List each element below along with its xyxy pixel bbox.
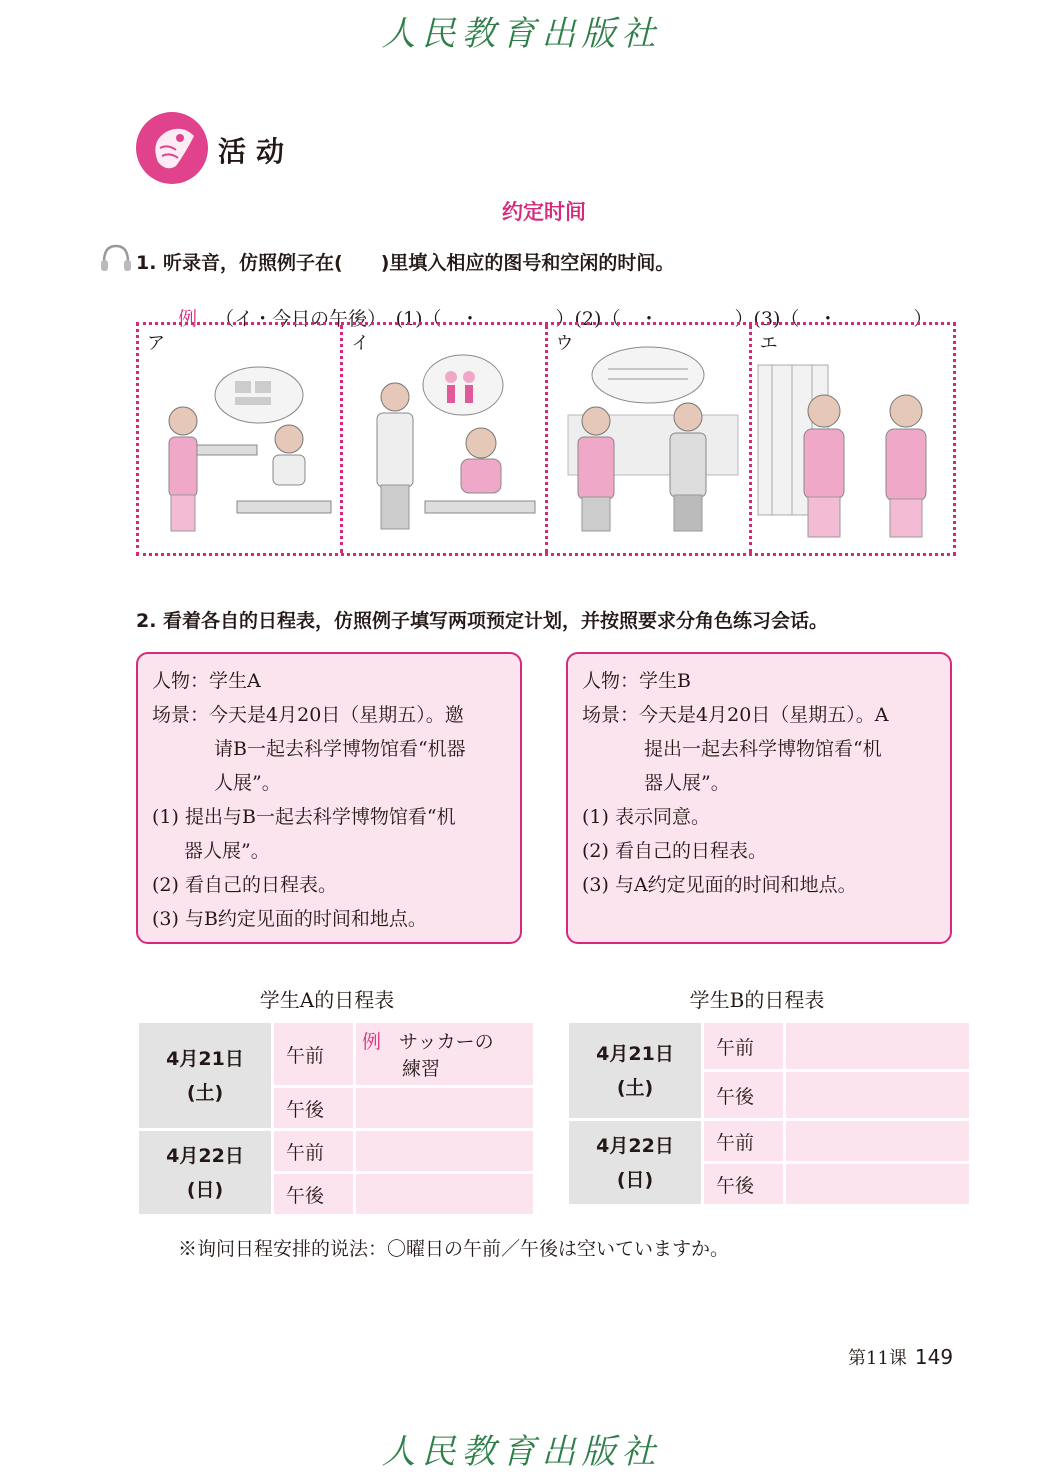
weekday-label: (土) — [186, 1081, 224, 1104]
section-title: 活动 — [218, 135, 295, 168]
headphone-icon — [98, 240, 134, 276]
weekday-label: (日) — [186, 1178, 224, 1201]
step-1: (1) 表示同意。 — [582, 806, 710, 828]
scene-line: 人展”。 — [214, 772, 281, 794]
picture-e — [752, 325, 953, 553]
page-footer — [848, 1344, 953, 1370]
date-label: 4月21日 — [596, 1042, 674, 1065]
schedule-a-table — [136, 1020, 536, 1217]
date-label: 4月22日 — [596, 1134, 674, 1157]
plan-cell[interactable] — [786, 1072, 969, 1118]
lesson-label: 第11课 — [848, 1348, 907, 1369]
scene-line: 今天是4月20日（星期五）。A — [639, 704, 889, 726]
date-cell — [569, 1121, 701, 1204]
date-label: 4月21日 — [166, 1047, 244, 1070]
role-key: 人物： — [152, 670, 210, 692]
plan-cell[interactable] — [786, 1023, 969, 1069]
picture-label: ア — [147, 333, 165, 354]
step-1: (1) 提出与B一起去科学博物馆看“机 — [152, 806, 456, 828]
role-value: 学生A — [209, 670, 261, 692]
scene-line: 请B一起去科学博物馆看“机器 — [214, 738, 466, 760]
picture-a — [139, 325, 343, 553]
picture-u — [548, 325, 752, 553]
plan-cell[interactable] — [356, 1131, 533, 1171]
scene-line: 今天是4月20日（星期五）。邀 — [209, 704, 464, 726]
scene-key: 场景： — [582, 704, 640, 726]
question-2: 2. 看着各自的日程表，仿照例子填写两项预定计划，并按照要求分角色练习会话。 — [136, 610, 829, 632]
plan-cell[interactable] — [356, 1023, 533, 1085]
role-value: 学生B — [639, 670, 691, 692]
schedule-b-title: 学生B的日程表 — [689, 988, 825, 1012]
fish-icon — [136, 112, 208, 184]
step-2: (2) 看自己的日程表。 — [582, 840, 767, 862]
classroom-illustration — [343, 325, 545, 553]
slot-pm: 午後 — [704, 1072, 783, 1118]
question-1: 1. 听录音，仿照例子在( )里填入相应的图号和空闲的时间。 — [136, 252, 675, 274]
example-label: 例 — [362, 1031, 382, 1053]
example-label: 例 — [178, 308, 198, 330]
window-illustration — [752, 325, 954, 553]
usage-note: ※询问日程安排的说法：〇曜日の午前／午後は空いていますか。 — [178, 1238, 730, 1260]
slot-pm: 午後 — [704, 1164, 783, 1204]
date-cell — [139, 1131, 271, 1214]
plan-text: 練習 — [402, 1058, 441, 1080]
date-cell — [139, 1023, 271, 1128]
picture-label: イ — [351, 333, 370, 354]
role-card-b — [566, 652, 952, 944]
plan-cell[interactable] — [786, 1164, 969, 1204]
slot-am: 午前 — [704, 1121, 783, 1161]
picture-label: エ — [759, 333, 778, 354]
plan-cell[interactable] — [356, 1088, 533, 1128]
publisher-footer: 人民教育出版社 — [381, 1432, 662, 1472]
step-2: (2) 看自己的日程表。 — [152, 874, 337, 896]
date-label: 4月22日 — [166, 1144, 244, 1167]
publisher-header: 人民教育出版社 — [381, 14, 662, 54]
picture-strip — [136, 322, 956, 556]
slot-am: 午前 — [704, 1023, 783, 1069]
date-cell — [569, 1023, 701, 1118]
page-number: 149 — [914, 1345, 954, 1369]
schoolgate-illustration — [548, 325, 750, 553]
schedule-a-title: 学生A的日程表 — [259, 988, 395, 1012]
step-1-cont: 器人展”。 — [184, 840, 270, 862]
scene-line: 器人展”。 — [644, 772, 730, 794]
step-3: (3) 与A约定见面的时间和地点。 — [582, 874, 857, 896]
schedule-b-table — [566, 1020, 972, 1207]
role-card-a — [136, 652, 522, 944]
weekday-label: (日) — [616, 1168, 654, 1191]
slot-am: 午前 — [274, 1023, 353, 1085]
activity-subtitle: 约定时间 — [502, 200, 586, 224]
picture-label: ウ — [555, 333, 574, 354]
slot-am: 午前 — [274, 1131, 353, 1171]
weekday-label: (土) — [616, 1076, 654, 1099]
picture-i — [343, 325, 547, 553]
scene-key: 场景： — [152, 704, 210, 726]
step-3: (3) 与B约定见面的时间和地点。 — [152, 908, 427, 930]
slot-pm: 午後 — [274, 1088, 353, 1128]
plan-text: サッカーの — [399, 1031, 494, 1053]
scene-line: 提出一起去科学博物馆看“机 — [644, 738, 882, 760]
role-key: 人物： — [582, 670, 640, 692]
classroom-illustration — [139, 325, 341, 553]
slot-pm: 午後 — [274, 1174, 353, 1214]
plan-cell[interactable] — [786, 1121, 969, 1161]
plan-cell[interactable] — [356, 1174, 533, 1214]
example-answer-blanks: （イ・今日の午後） (1)（ ・ ）(2)（ ・ ）(3)（ ・ ） — [215, 308, 933, 330]
